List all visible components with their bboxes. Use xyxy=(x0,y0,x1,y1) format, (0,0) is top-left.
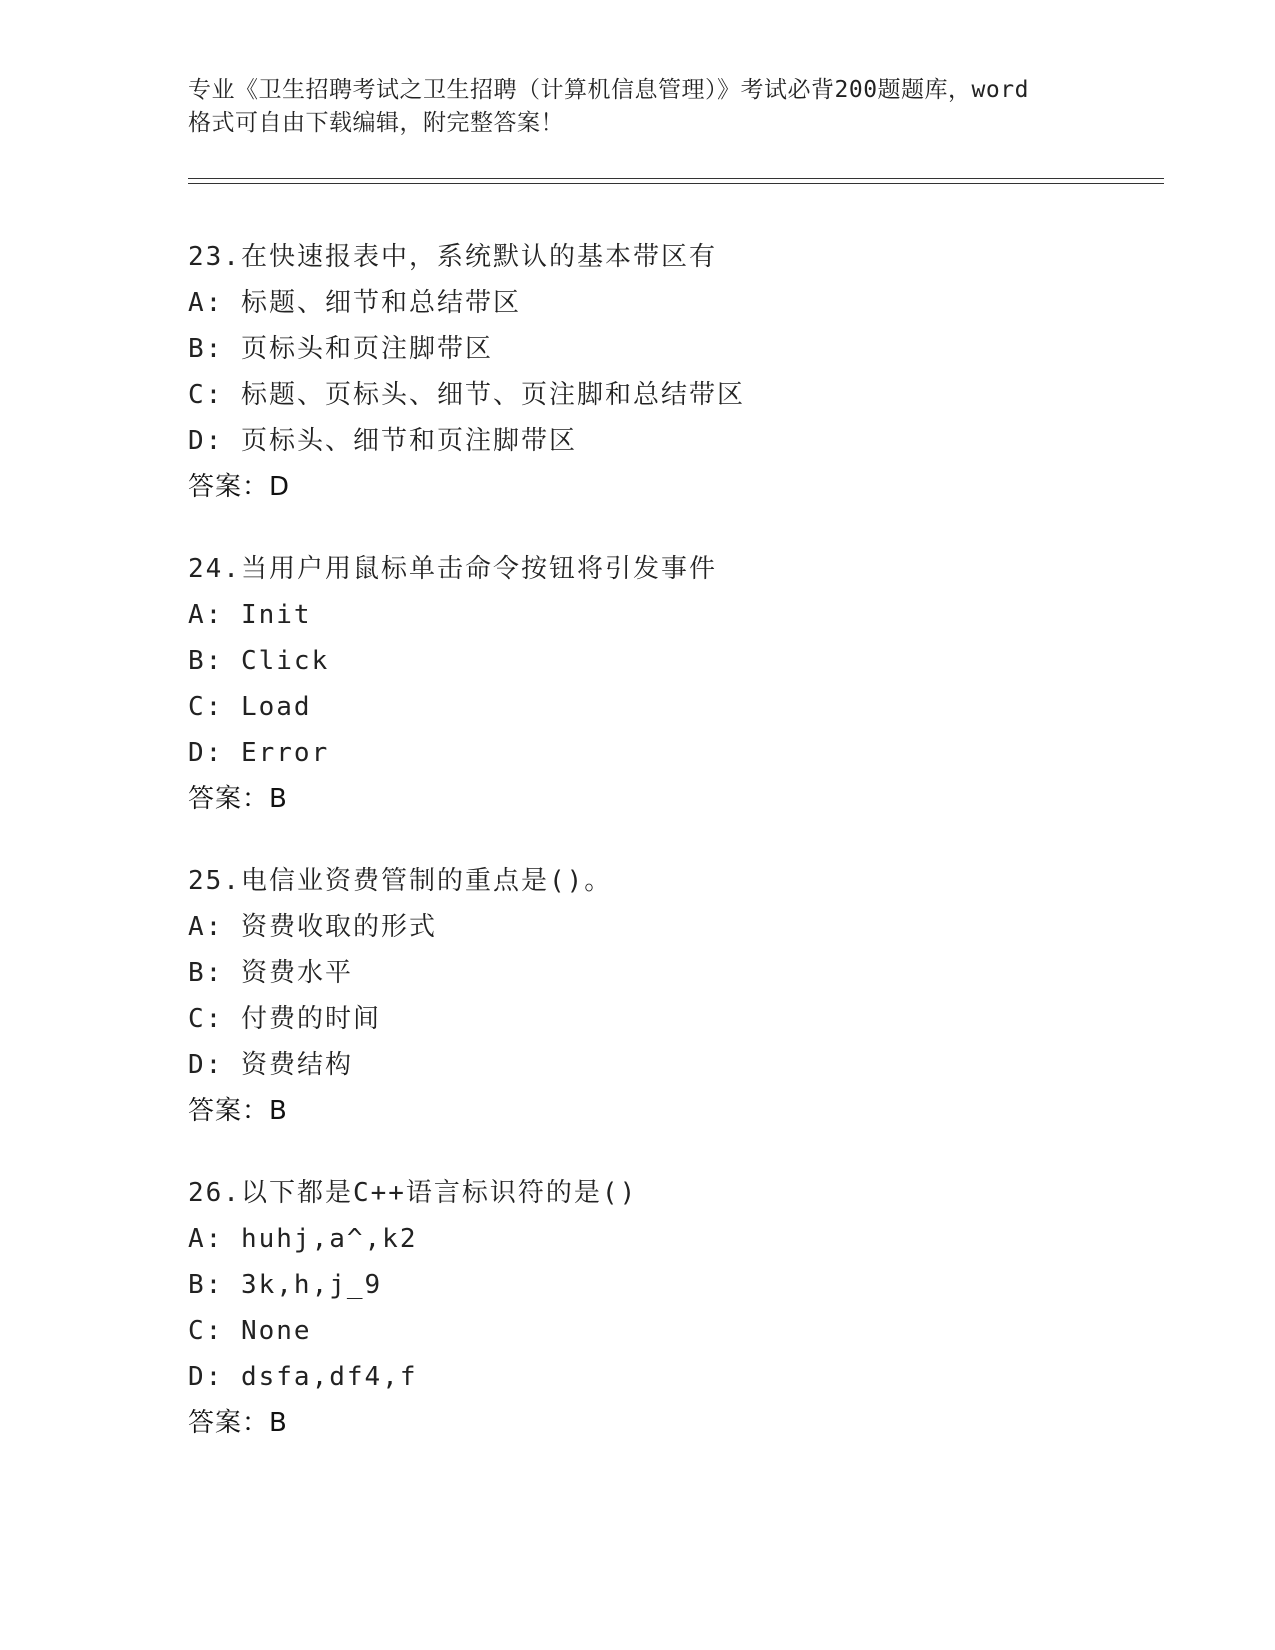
header-line-1: 专业《卫生招聘考试之卫生招聘（计算机信息管理）》考试必背200题题库，word xyxy=(188,77,1029,103)
question-stem: 26.以下都是C++语言标识符的是() xyxy=(188,1178,638,1208)
option-d: D: 资费结构 xyxy=(188,1050,353,1080)
option-a: A: 资费收取的形式 xyxy=(188,912,437,942)
option-a: A: huhj,a^,k2 xyxy=(188,1224,418,1254)
option-c: C: 付费的时间 xyxy=(188,1004,381,1034)
option-d: D: Error xyxy=(188,738,330,768)
option-b: B: 3k,h,j_9 xyxy=(188,1270,383,1300)
question-stem: 25.电信业资费管制的重点是()。 xyxy=(188,866,613,896)
option-a: A: Init xyxy=(188,600,312,630)
question-stem: 23.在快速报表中，系统默认的基本带区有 xyxy=(188,242,717,272)
question-23 xyxy=(188,234,1148,510)
header-divider-bottom xyxy=(188,183,1164,184)
option-d: D: dsfa,df4,f xyxy=(188,1362,418,1392)
option-b: B: 资费水平 xyxy=(188,958,353,988)
header-line-2: 格式可自由下载编辑，附完整答案！ xyxy=(188,110,564,136)
option-b: B: Click xyxy=(188,646,330,676)
header-divider-top xyxy=(188,178,1164,179)
question-24 xyxy=(188,546,1148,822)
question-26 xyxy=(188,1170,1148,1446)
document-header xyxy=(188,74,1108,140)
answer-line: 答案：D xyxy=(188,472,291,502)
option-d: D: 页标头、细节和页注脚带区 xyxy=(188,426,577,456)
option-c: C: None xyxy=(188,1316,312,1346)
question-25 xyxy=(188,858,1148,1134)
question-stem: 24.当用户用鼠标单击命令按钮将引发事件 xyxy=(188,554,717,584)
option-b: B: 页标头和页注脚带区 xyxy=(188,334,493,364)
question-list xyxy=(188,234,1148,1482)
answer-line: 答案：B xyxy=(188,1096,288,1126)
answer-line: 答案：B xyxy=(188,1408,288,1438)
option-c: C: Load xyxy=(188,692,312,722)
option-c: C: 标题、页标头、细节、页注脚和总结带区 xyxy=(188,380,745,410)
option-a: A: 标题、细节和总结带区 xyxy=(188,288,521,318)
answer-line: 答案：B xyxy=(188,784,288,814)
